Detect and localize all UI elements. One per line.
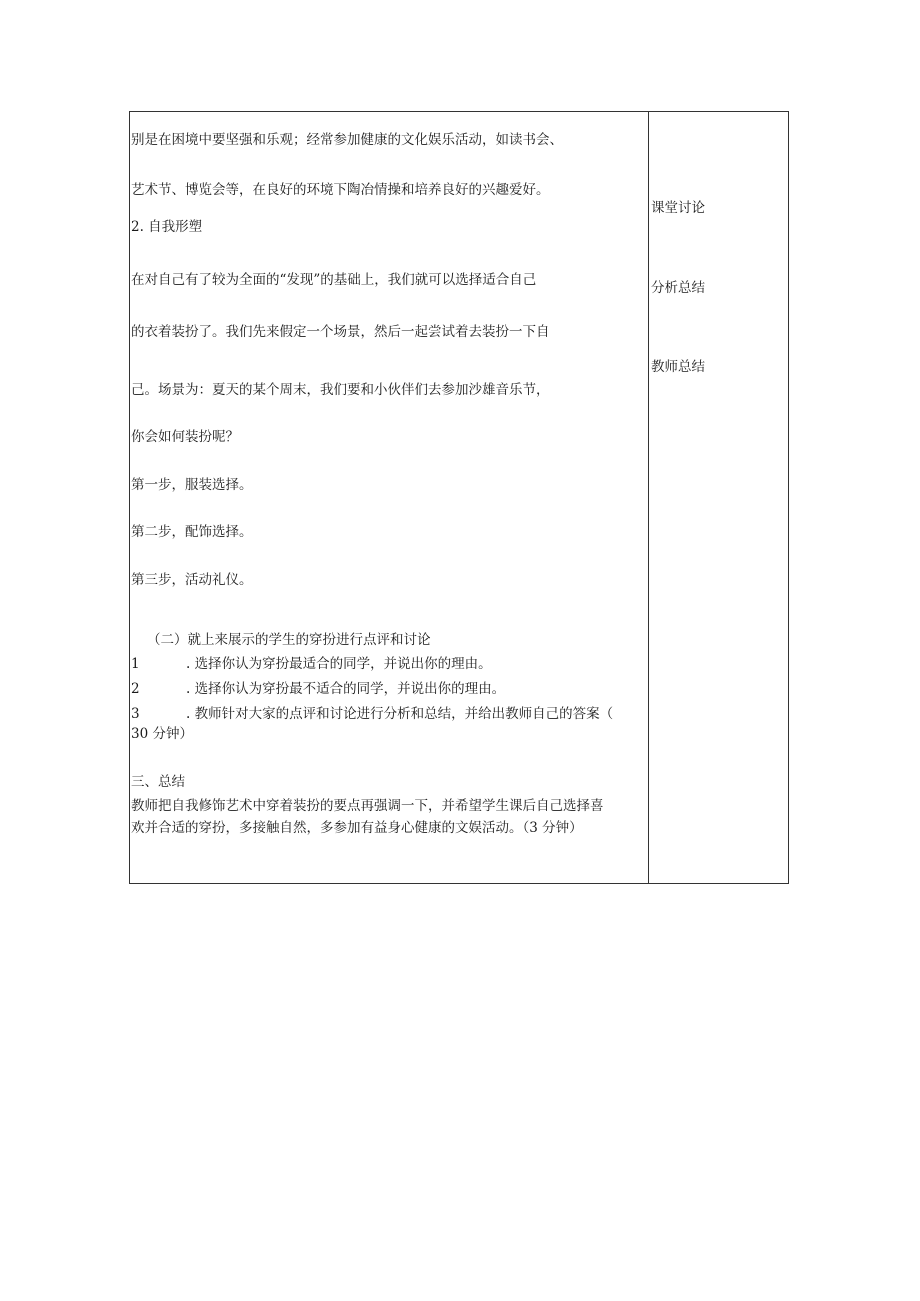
side-item-class-discussion: 课堂讨论 [651, 200, 705, 216]
summary-line-2: 欢并合适的穿扮，多接触自然，多参加有益身心健康的文娱活动。（3 分钟） [131, 820, 583, 836]
body-line-5: 己。场景为：夏天的某个周末，我们要和小伙伴们去参加沙雄音乐节， [131, 382, 550, 398]
discussion-item-number: 3 [131, 706, 140, 722]
discussion-heading: （二）就上来展示的学生的穿扮进行点评和讨论 [147, 632, 431, 648]
side-item-analysis-summary: 分析总结 [651, 280, 705, 296]
side-item-teacher-summary: 教师总结 [651, 359, 705, 375]
discussion-item-text: . 选择你认为穿扮最适合的同学，并说出你的理由。 [186, 656, 492, 672]
step-3: 第三步，活动礼仪。 [131, 572, 253, 588]
lesson-table [129, 111, 789, 884]
summary-heading: 三、总结 [131, 774, 185, 790]
body-line-6: 你会如何装扮呢？ [131, 429, 239, 445]
step-2: 第二步，配饰选择。 [131, 524, 253, 540]
body-line-1: 别是在困境中要坚强和乐观；经常参加健康的文化娱乐活动，如读书会、 [131, 132, 563, 148]
time-note: 30 分钟） [131, 726, 193, 742]
body-line-3: 在对自己有了较为全面的“发现”的基础上，我们就可以选择适合自己 [131, 272, 537, 288]
discussion-item-text: . 选择你认为穿扮最不适合的同学，并说出你的理由。 [186, 681, 506, 697]
discussion-item-number: 1 [131, 656, 140, 672]
section-heading-self-shaping: 2. 自我形塑 [131, 219, 203, 235]
summary-line-1: 教师把自我修饰艺术中穿着装扮的要点再强调一下，并希望学生课后自己选择喜 [131, 798, 604, 814]
discussion-item-number: 2 [131, 681, 140, 697]
column-divider [648, 111, 649, 884]
body-line-2: 艺术节、博览会等，在良好的环境下陶冶情操和培养良好的兴趣爱好。 [131, 182, 550, 198]
step-1: 第一步，服装选择。 [131, 477, 253, 493]
discussion-item-text: . 教师针对大家的点评和讨论进行分析和总结，并给出教师自己的答案（ [186, 706, 614, 722]
body-line-4: 的衣着装扮了。我们先来假定一个场景，然后一起尝试着去装扮一下自 [131, 324, 550, 340]
